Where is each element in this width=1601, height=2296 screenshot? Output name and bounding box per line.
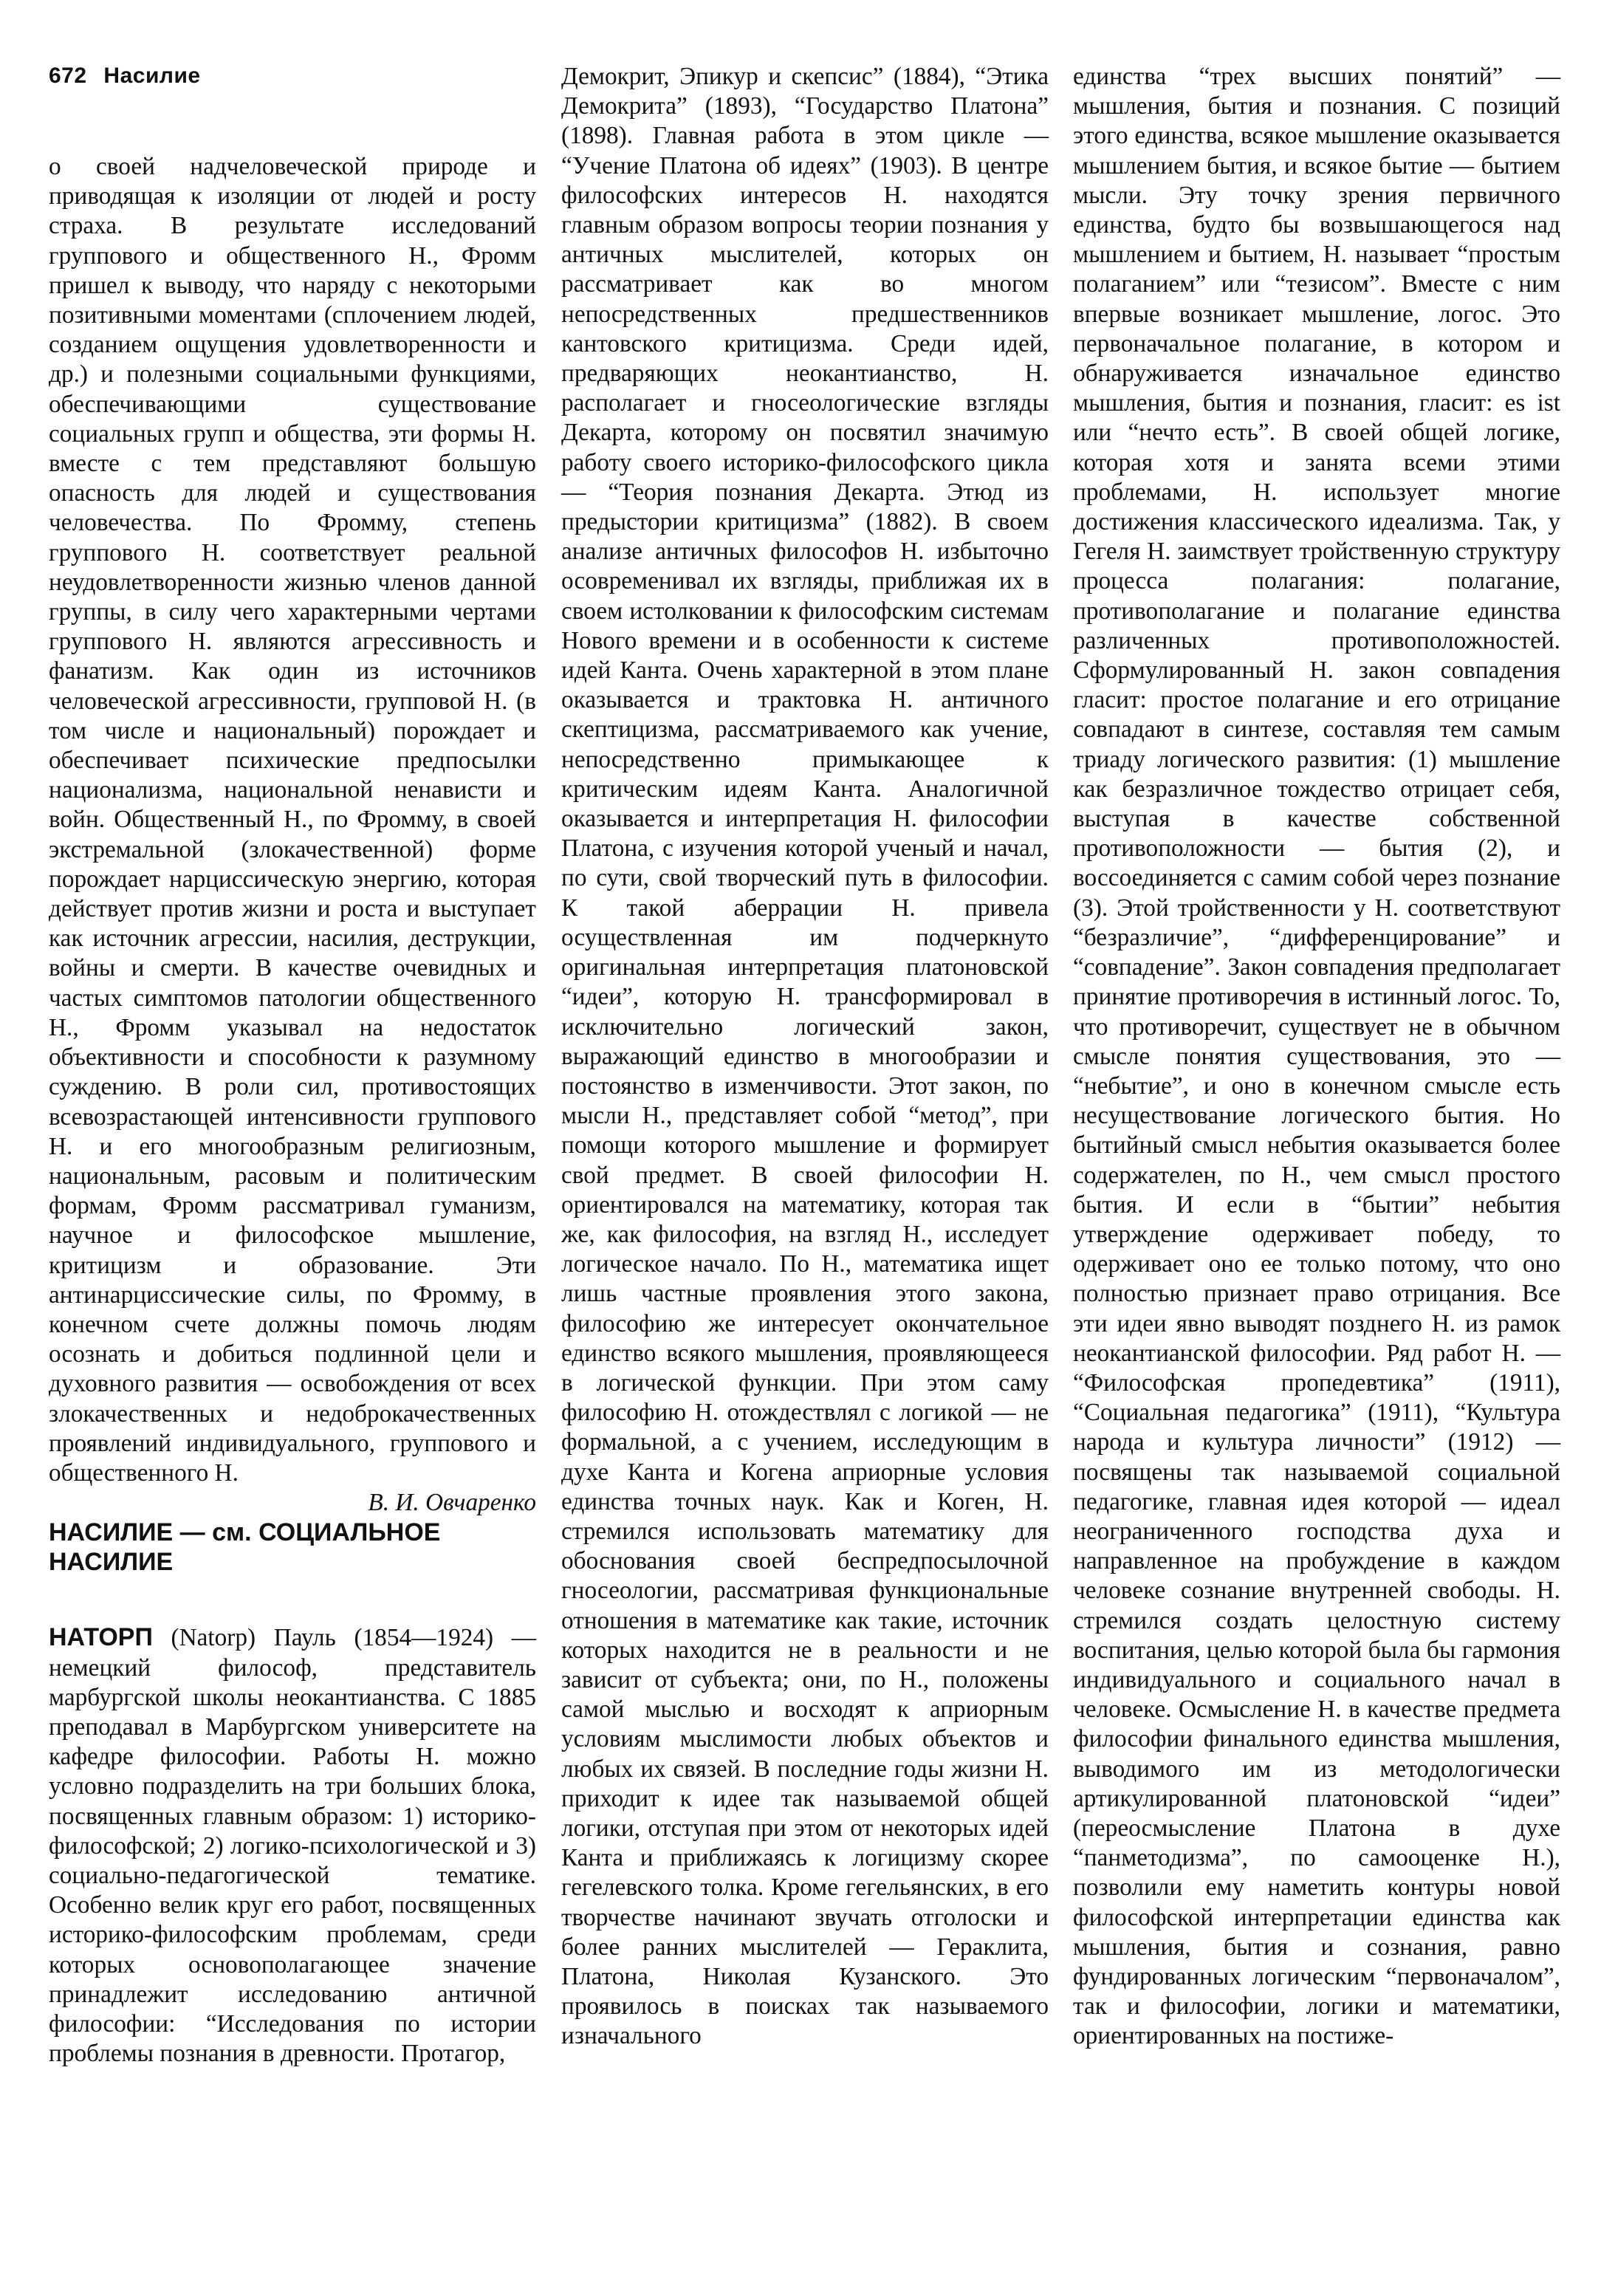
page-number: 672 (49, 64, 87, 88)
column-3 (1073, 62, 1560, 2052)
column-2 (561, 62, 1049, 2052)
natorp-intro: (Natorp) Пауль (1854—1924) — немецкий философ, представитель марбургской школы неокантианства. С 1885 преподавал в Марбургском университете на кафедре философии. Работы Н. можно условно подразделить на три больших блока, посвященных главным образом: 1) историко-философской; 2) логико-психологической и 3) социально-педагогической тематике. Особенно велик круг его работ, посвященных историко-философским проблемам, среди которых основополагающее значение принадлежит исследованию античной философии: “Исследования по истории проблемы познания в древности. Протагор, (49, 1624, 536, 2068)
author-signature: В. И. Овчаренко (368, 1489, 536, 1517)
crossref-heading: НАСИЛИЕ — см. СОЦИАЛЬНОЕ НАСИЛИЕ (49, 1518, 441, 1577)
natorp-entry (49, 1622, 536, 2069)
column-1 (49, 152, 536, 2069)
natorp-headword: НАТОРП (49, 1623, 153, 1652)
running-head (49, 64, 201, 89)
article-continuation: о своей надчеловеческой природе и приводящая к изоляции от людей и росту страха. В результате исследований группового и общественного Н., Фромм пришел к выводу, что наряду с некоторыми позитивными моментами (сплочением людей, созданием ощущения удовлетворенности и др.) и полезными социальными функциями, обеспечивающими существование социальных групп и общества, эти формы Н. вместе с тем представляют большую опасность для людей и существования человечества. По Фромму, степень группового Н. соответствует реальной неудовлетворенности жизнью членов данной группы, в силу чего характерными чертами группового Н. являются агрессивность и фанатизм. Как один из источников человеческой агрессивности, групповой Н. (в том числе и национальный) порождает и обеспечивает психические предпосылки национализма, национальной ненависти и войн. Общественный Н., по Фромму, в своей экстремальной (злокачественной) форме порождает нарциссическую энергию, которая действует против жизни и роста и выступает как источник агрессии, насилия, деструкции, войны и смерти. В качестве очевидных и частых симптомов патологии общественного Н., Фромм указывал на недостаток объективности и способности к разумному суждению. В роли сил, противостоящих всевозрастающей интенсивности группового Н. и его многообразным религиозным, национальным, расовым и политическим формам, Фромм рассматривал гуманизм, научное и философское мышление, критицизм и образование. Эти антинарциссические силы, по Фромму, в конечном счете должны помочь людям осознать и добиться подлинной цели и духовного развития — освобождения от всех злокачественных и недоброкачественных проявлений индивидуального, группового и общественного Н. (49, 153, 536, 1487)
running-title: Насилие (103, 64, 201, 88)
column-2-text: Демокрит, Эпикур и скепсис” (1884), “Этика Демокрита” (1893), “Государство Платона” (1898). Главная работа в этом цикле — “Учение Платона об идеях” (1903). В центре философских интересов Н. находятся главным образом вопросы теории познания у античных мыслителей, которых он рассматривает как во многом непосредственных предшественников кантовского критицизма. Среди идей, предваряющих неокантианство, Н. располагает и гносеологические взгляды Декарта, которому он посвятил значимую работу своего историко-философского цикла — “Теория познания Декарта. Этюд из предыстории критицизма” (1882). В своем анализе античных философов Н. избыточно осовременивал их взгляды, приближая их в своем истолковании к философским системам Нового времени и в особенности к системе идей Канта. Очень характерной в этом плане оказывается и трактовка Н. античного скептицизма, рассматриваемого как учение, непосредственно примыкающее к критическим идеям Канта. Аналогичной оказывается и интерпретация Н. философии Платона, с изучения которой ученый и начал, по сути, свой творческий путь в философии. К такой аберрации Н. привела осуществленная им подчеркнуто оригинальная интерпретация платоновской “идеи”, которую Н. трансформировал в исключительно логический закон, выражающий единство в многообразии и постоянство в изменчивости. Этот закон, по мысли Н., представляет собой “метод”, при помощи которого мышление и формирует свой предмет. В своей философии Н. ориентировался на математику, которая так же, как философия, на взгляд Н., исследует логическое начало. По Н., математика ищет лишь частные проявления этого закона, философию же интересует окончательное единство всякого мышления, проявляющееся в логической функции. При этом саму философию Н. отождествлял с логикой — не формальной, а с учением, исследующим в духе Канта и Когена априорные условия единства точных наук. Как и Коген, Н. стремился использовать математику для обоснования своей беспредпосылочной гносеологии, рассматривая функциональные отношения в математике как такие, источник которых находится не в реальности и не зависит от субъекта; они, по Н., положены самой мыслью и восходят к априорным условиям мыслимости любых объектов и любых их связей. В последние годы жизни Н. приходит к идее так называемой общей логики, отступая при этом от некоторых идей Канта и приближаясь к логицизму скорее гегелевского толка. Кроме гегельянских, в его творчестве начинают звучать отголоски и более ранних мыслителей — Гераклита, Платона, Николая Кузанского. Это проявилось в поисках так называемого изначального (561, 63, 1049, 2050)
column-3-text: единства “трех высших понятий” — мышления, бытия и познания. С позиций этого единства, всякое мышление оказывается мышлением бытия, и всякое бытие — бытием мысли. Эту точку зрения первичного единства, будто бы возвышающегося над мышлением и бытием, Н. называет “простым полаганием” или “тезисом”. Вместе с ним впервые возникает мышление, логос. Это первоначальное полагание, в котором и обнаруживается изначальное единство мышления, бытия и познания, гласит: es ist или “нечто есть”. В своей общей логике, которая хотя и занята всеми этими проблемами, Н. использует многие достижения классического идеализма. Так, у Гегеля Н. заимствует тройственную структуру процесса полагания: полагание, противополагание и полагание единства различенных противоположностей. Сформулированный Н. закон совпадения гласит: простое полагание и его отрицание совпадают в синтезе, составляя тем самым триаду логического развития: (1) мышление как безразличное тождество отрицает себя, выступая в качестве собственной противоположности — бытия (2), и воссоединяется с самим собой через познание (3). Этой тройственности у Н. соответствуют “безразличие”, “дифференцирование” и “совпадение”. Закон совпадения предполагает принятие противоречия в истинный логос. То, что противоречит, существует не в обычном смысле понятия существования, это — “небытие”, и оно в конечном смысле есть несуществование логического бытия. Но бытийный смысл небытия оказывается более содержателен, по Н., чем смысл простого бытия. И если в “бытии” небытия утверждение одерживает победу, то одерживает оно ее только потому, что оно полностью признает право отрицания. Все эти идеи явно выводят позднего Н. из рамок неокантианской философии. Ряд работ Н. — “Философская пропедевтика” (1911), “Социальная педагогика” (1911), “Культура народа и культура личности” (1912) — посвящены так называемой социальной педагогике, главная идея которой — идеал неограниченного господства духа и направленное на пробуждение в каждом человеке сознание внутренней свободы. Н. стремился создать целостную систему воспитания, целью которой была бы гармония индивидуального и социального начал в человеке. Осмысление Н. в качестве предмета философии финального единства мышления, выводимого им из методологически артикулированной платоновской “идеи” (переосмысление Платона в духе “панметодизма”, по самооценке Н.), позволили ему наметить контуры новой философской интерпретации единства как мышления, бытия и сознания, равно фундированных логическим “первоначалом”, так и философии, логики и математики, ориентированных на постиже- (1073, 63, 1560, 2050)
